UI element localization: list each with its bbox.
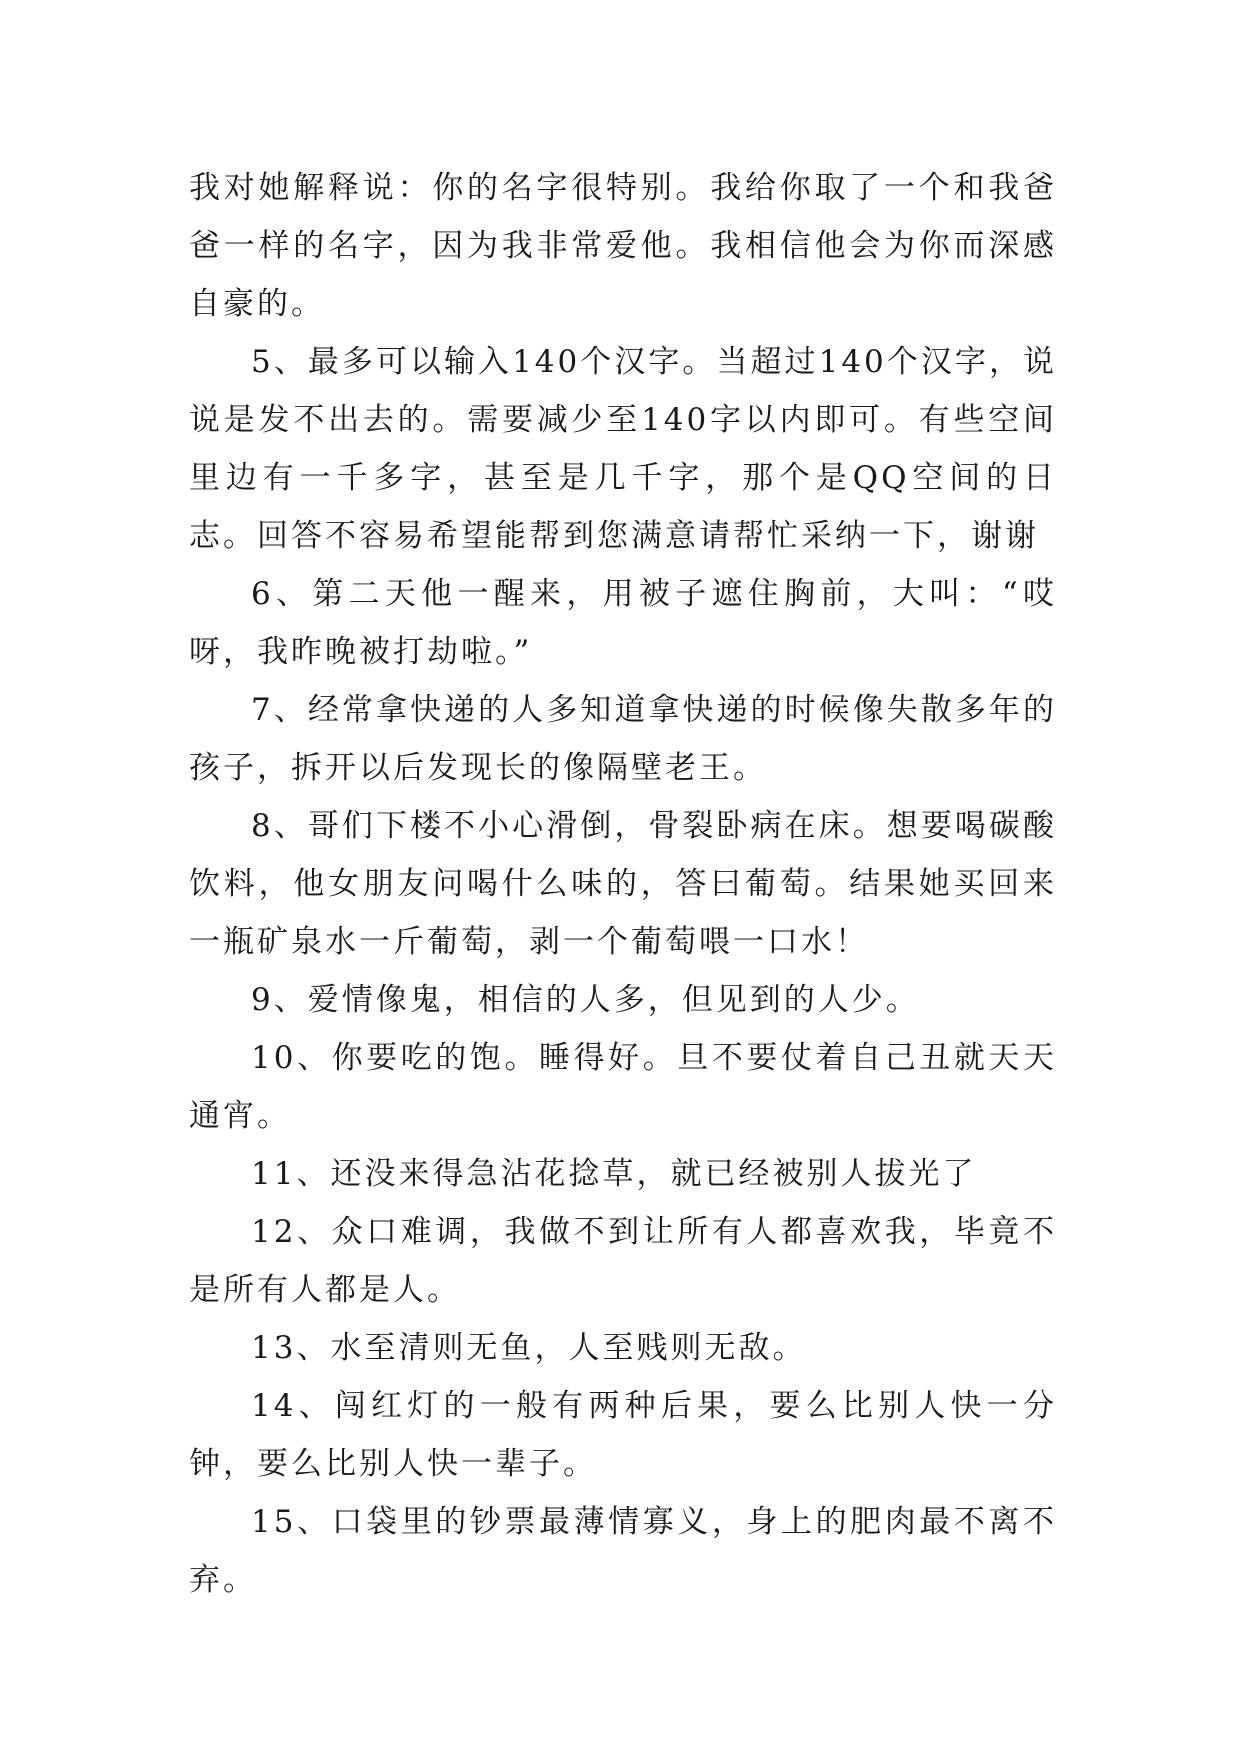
paragraph: 5、最多可以输入140个汉字。当超过140个汉字，说说是发不出去的。需要减少至140字以内即可。有些空间里边有一千多字，甚至是几千字，那个是QQ空间的日志。回答不容易希望能帮到您满意请帮忙采纳一下，谢谢 <box>189 344 1057 554</box>
document-body <box>189 159 1057 1609</box>
paragraph: 我对她解释说：你的名字很特别。我给你取了一个和我爸爸一样的名字，因为我非常爱他。我相信他会为你而深感自豪的。 <box>189 170 1057 322</box>
paragraph: 12、众口难调，我做不到让所有人都喜欢我，毕竟不是所有人都是人。 <box>189 1214 1057 1308</box>
paragraph: 6、第二天他一醒来，用被子遮住胸前，大叫：“哎呀，我昨晚被打劫啦。” <box>189 576 1057 670</box>
paragraph: 10、你要吃的饱。睡得好。旦不要仗着自己丑就天天通宵。 <box>189 1040 1057 1134</box>
paragraph: 14、闯红灯的一般有两种后果，要么比别人快一分钟，要么比别人快一辈子。 <box>189 1388 1057 1482</box>
paragraph: 15、口袋里的钞票最薄情寡义，身上的肥肉最不离不弃。 <box>189 1504 1057 1598</box>
paragraph: 8、哥们下楼不小心滑倒，骨裂卧病在床。想要喝碳酸饮料，他女朋友问喝什么味的，答曰葡萄。结果她买回来一瓶矿泉水一斤葡萄，剥一个葡萄喂一口水！ <box>189 808 1057 960</box>
paragraph: 9、爱情像鬼，相信的人多，但见到的人少。 <box>251 982 920 1018</box>
paragraph: 11、还没来得急沾花捻草，就已经被别人拔光了 <box>251 1156 977 1192</box>
paragraph: 7、经常拿快递的人多知道拿快递的时候像失散多年的孩子，拆开以后发现长的像隔壁老王。 <box>189 692 1057 786</box>
paragraph: 13、水至清则无鱼，人至贱则无敌。 <box>251 1330 807 1366</box>
